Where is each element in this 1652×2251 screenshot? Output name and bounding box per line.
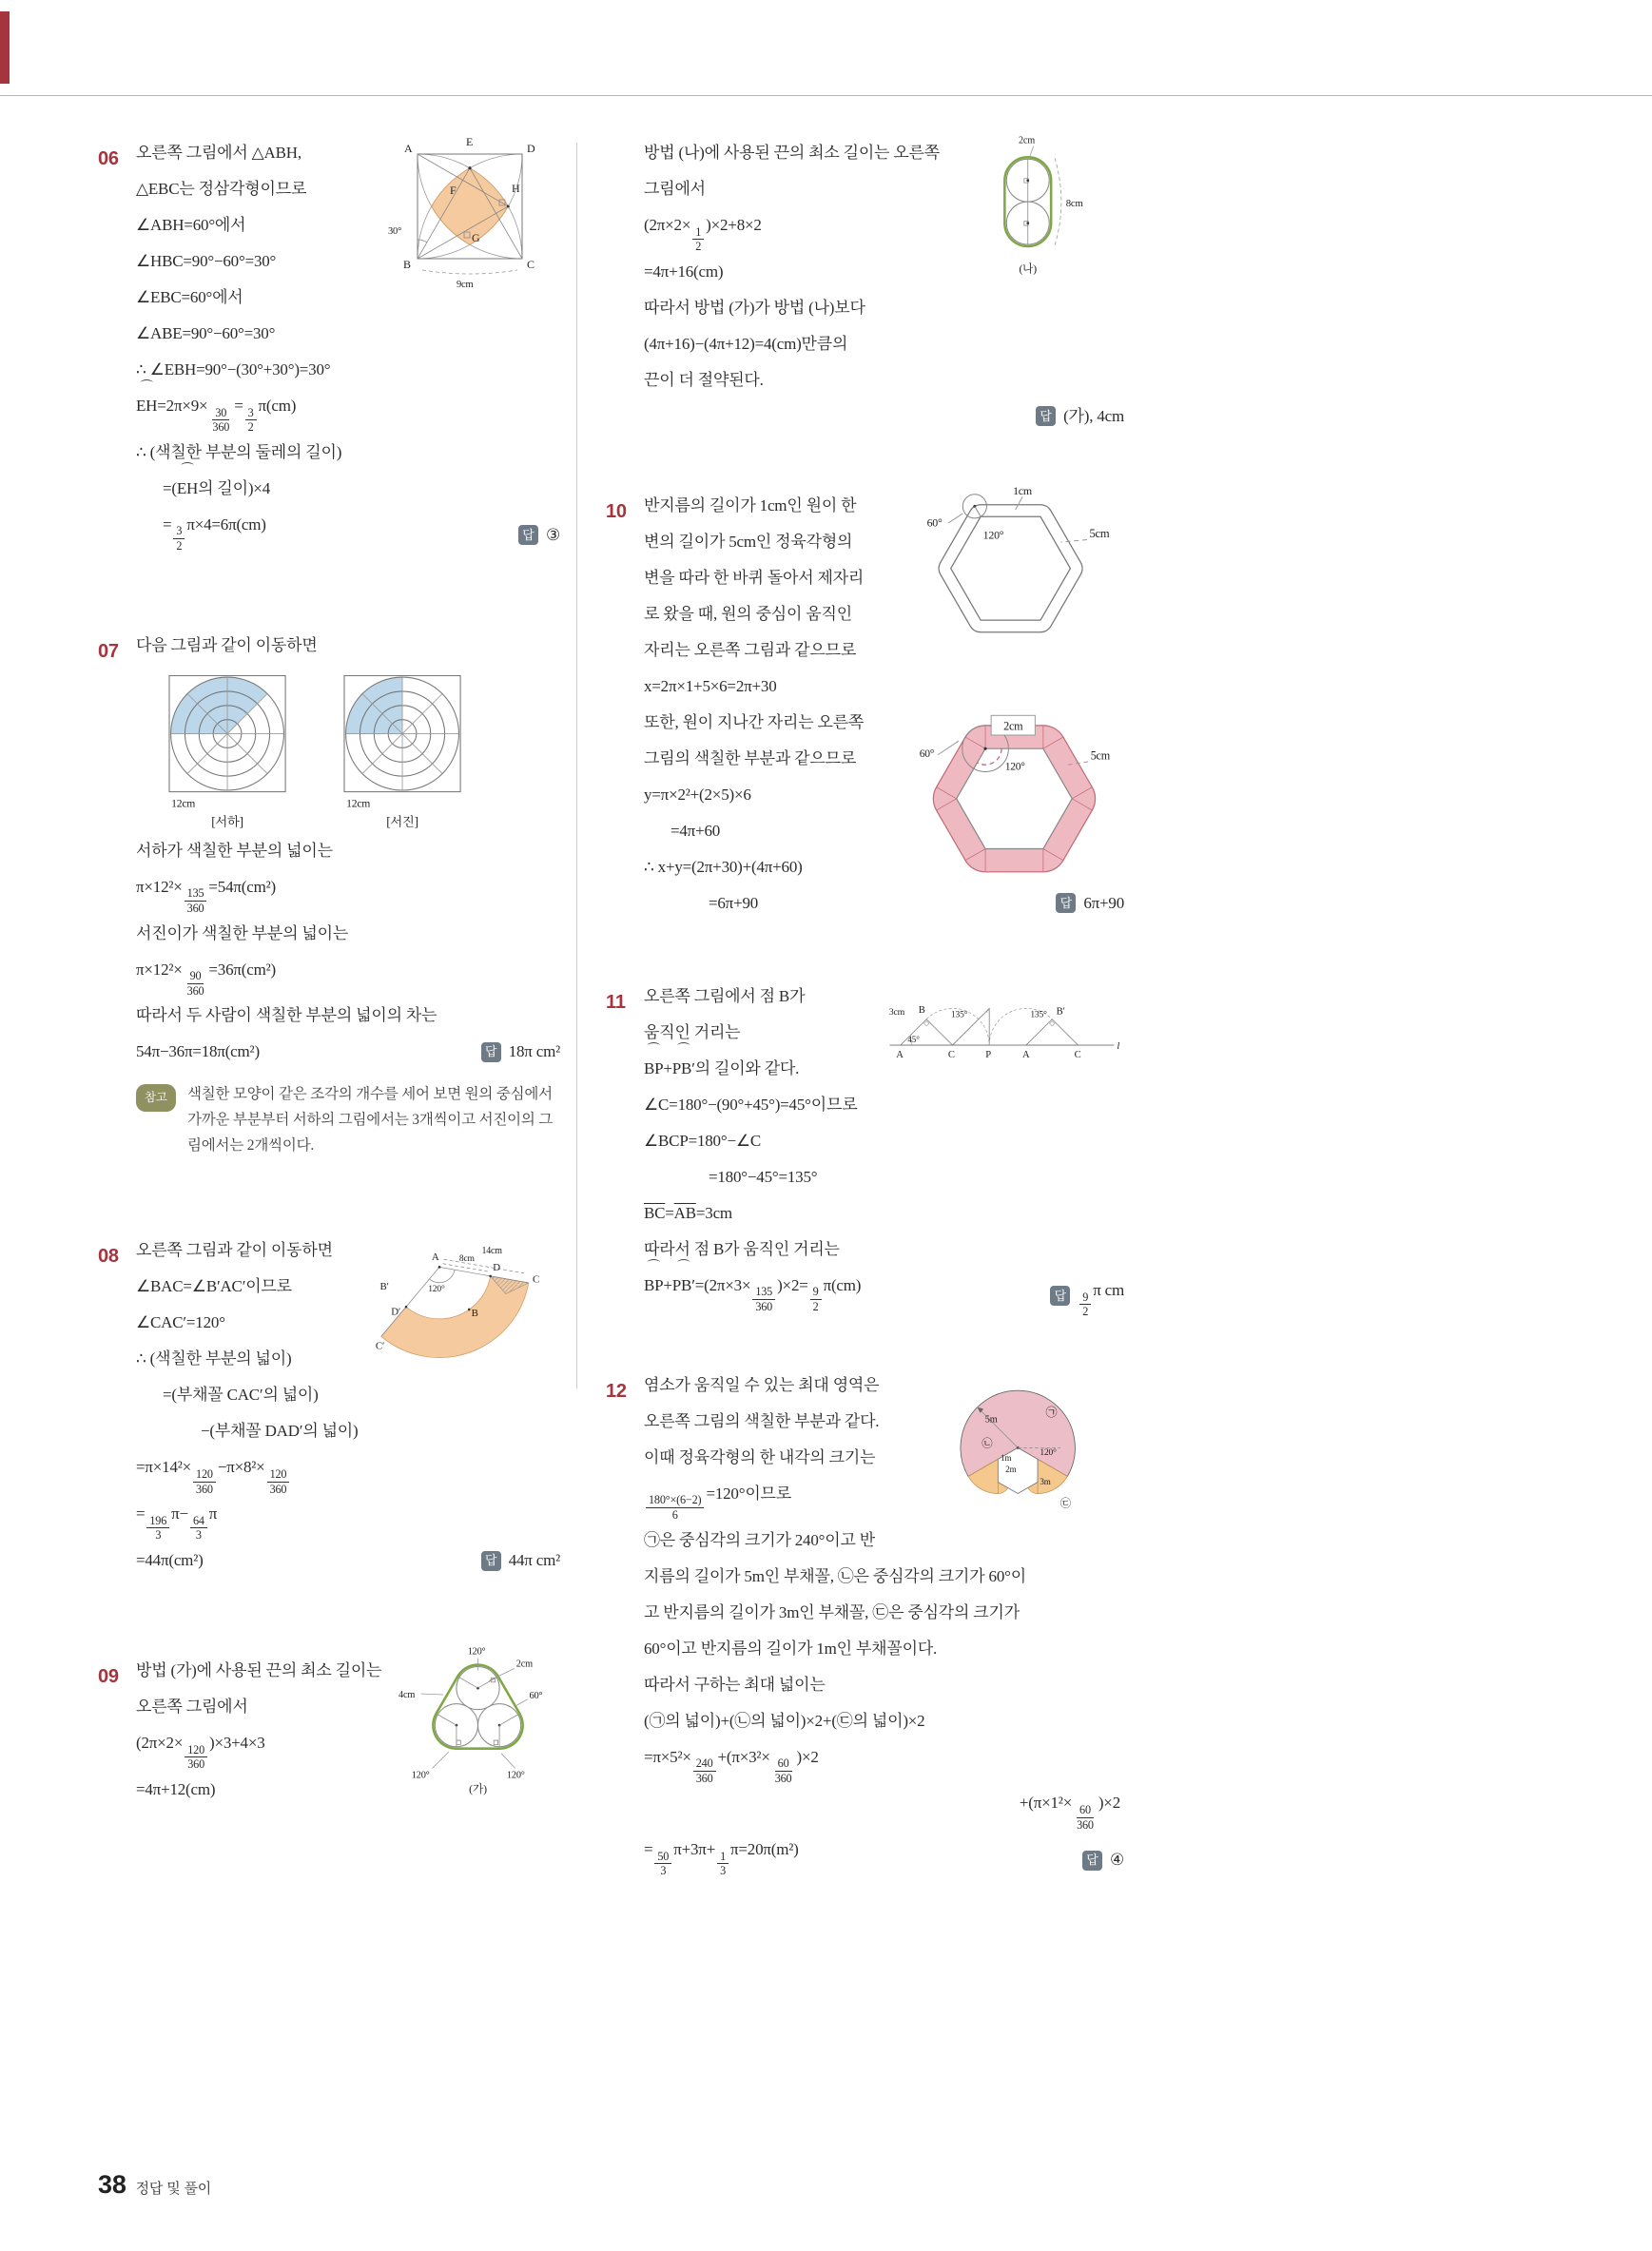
solution-line: 이때 정육각형의 한 내각의 크기는 (644, 1447, 876, 1466)
answer-badge: 답 (518, 525, 538, 545)
problem-number: 11 (606, 991, 626, 1013)
column-divider (576, 143, 577, 1388)
solution-line: ⌒ BP+ ⌒ PB′=(2π×3× $\frac{135}{360}$ )×2= $\frac{9}{2}$ π(cm) (644, 1258, 862, 1314)
solution-line: 그림의 색칠한 부분과 같으므로 (644, 748, 857, 767)
label-2m: 2m (1005, 1464, 1017, 1474)
solution-line: ∠CAC′=120° (136, 1313, 225, 1332)
label-5cm: 5cm (1089, 526, 1110, 540)
footer-label: 정답 및 풀이 (135, 2181, 212, 2197)
label-D: D (493, 1262, 500, 1274)
label-C2: C (1074, 1049, 1081, 1060)
solution-line: ∠HBC=90°−60°=30° (136, 252, 277, 270)
answer-value: ④ (1109, 1851, 1124, 1870)
p07-figures (159, 668, 560, 831)
solution-line: 서하가 색칠한 부분의 넓이는 (136, 841, 333, 860)
label-2cm: 2cm (1003, 719, 1023, 733)
solution-line: 오른쪽 그림과 같이 이동하면 (136, 1241, 333, 1260)
label-D-prime: D′ (391, 1306, 401, 1318)
solution-line: 오른쪽 그림의 색칠한 부분과 같다. (644, 1411, 880, 1430)
label-120deg-top: 120° (467, 1646, 486, 1658)
label-60deg: 60° (926, 515, 943, 530)
solution-line: = $\frac{196}{3}$ π− $\frac{64}{3}$ π (136, 1504, 218, 1543)
label-H: H (512, 182, 520, 195)
solution-line: ∴ (색칠한 부분의 둘레의 길이) (136, 442, 342, 461)
label-45deg: 45° (907, 1034, 920, 1044)
answer-badge: 답 (1050, 1286, 1070, 1306)
label-120deg: 120° (1004, 761, 1025, 773)
label-C1: C (947, 1049, 955, 1060)
problem-10 (606, 483, 1124, 925)
solution-line: =6π+90 (709, 893, 759, 912)
solution-line: $\overline{BC}=\overline{AB}=3cm$ (644, 1203, 732, 1222)
solution-line: 자리는 오른쪽 그림과 같으므로 (644, 640, 857, 659)
label-2cm: 2cm (1018, 135, 1036, 146)
label-135deg-1: 135° (950, 1010, 968, 1020)
label-sector-3: ㉢ (1059, 1497, 1071, 1509)
label-8cm: 8cm (458, 1254, 475, 1265)
solution-line: (4π+16)−(4π+12)=4(cm)만큼의 (644, 334, 848, 353)
problem-number: 12 (606, 1380, 627, 1402)
label-9cm: 9cm (457, 280, 474, 290)
label-P: P (985, 1049, 992, 1060)
solution-line: ∠ABH=60°에서 (136, 216, 246, 234)
label-120deg-left: 120° (411, 1770, 430, 1781)
solution-line: ∴ (색칠한 부분의 넓이) (136, 1349, 292, 1368)
label-120deg: 120° (1040, 1447, 1057, 1458)
label-E: E (466, 135, 474, 148)
answer-badge: 답 (1082, 1851, 1102, 1871)
label-1m: 1m (1001, 1452, 1012, 1463)
answer-value: 44π cm² (508, 1551, 560, 1570)
solution-line: 지름의 길이가 5m인 부채꼴, ㉡은 중심각의 크기가 60°이 (644, 1566, 1026, 1585)
solution-line: 오른쪽 그림에서 점 B가 (644, 986, 806, 1005)
solution-line: =(부채꼴 CAC′의 넓이) (163, 1386, 319, 1405)
right-column (606, 135, 1124, 1878)
answer-value: 18π cm² (508, 1042, 560, 1061)
problem-11 (606, 979, 1124, 1319)
solution-lines (136, 135, 560, 553)
problem-08 (98, 1232, 560, 1579)
solution-line: 따라서 방법 (가)가 방법 (나)보다 (644, 298, 865, 317)
figure-caption: (가) (469, 1783, 487, 1796)
solution-line: 따라서 점 B가 움직인 거리는 (644, 1239, 840, 1258)
label-60deg: 60° (919, 747, 935, 760)
solution-line: 54π−36π=18π(cm²) (136, 1042, 260, 1061)
solution-line: =π×14²× $\frac{120}{360}$ −π×8²× $\frac{120}{360}$ (136, 1449, 560, 1496)
label-4cm: 4cm (398, 1689, 416, 1700)
label-8cm: 8cm (1065, 198, 1083, 210)
label-5m: 5m (984, 1414, 998, 1426)
label-B: B (471, 1308, 478, 1320)
solution-line: 염소가 움직일 수 있는 최대 영역은 (644, 1375, 880, 1394)
solution-line: 변을 따라 한 바퀴 돌아서 제자리 (644, 568, 865, 587)
label-2cm: 2cm (515, 1659, 533, 1670)
answer-badge: 답 (1056, 893, 1076, 913)
label-sector-2: ㉡ (981, 1438, 993, 1450)
solution-line: 또한, 원이 지나간 자리는 오른쪽 (644, 712, 865, 731)
problem-number: 08 (98, 1246, 119, 1268)
solution-line: (2π×2× $\frac{120}{360}$ )×3+4×3 (136, 1734, 265, 1772)
solution-line: 끈이 더 절약된다. (644, 370, 764, 389)
problem-number: 10 (606, 500, 627, 522)
figure-caption: (나) (1019, 262, 1038, 276)
solution-line: 고 반지름의 길이가 3m인 부채꼴, ㉢은 중심각의 크기가 (644, 1602, 1020, 1621)
radial-lines (346, 677, 459, 790)
problem-intro: 다음 그림과 같이 이동하면 (136, 635, 318, 654)
p07-figure-seojin (334, 668, 486, 831)
solution-line: =( ⌒ EH의 길이)×4 (163, 461, 270, 497)
solution-line: =4π+16(cm) (644, 262, 724, 281)
label-B: B (403, 258, 411, 271)
label-B-prime: B′ (379, 1281, 389, 1293)
solution-line: 반지름의 길이가 1cm인 원이 한 (644, 495, 857, 514)
solution-line: 방법 (나)에 사용된 끈의 최소 길이는 오른쪽 (644, 144, 940, 162)
solution-line: 서진이가 색칠한 부분의 넓이는 (136, 923, 349, 942)
solution-line: +(π×1²× $\frac{60}{360}$ )×2 (1019, 1794, 1120, 1832)
p07-figure-seoha (159, 668, 311, 831)
solution-line: ㉠은 중심각의 크기가 240°이고 반 (644, 1530, 875, 1549)
label-C: C (527, 258, 534, 271)
solution-lines (136, 1653, 560, 1808)
solution-line: π×12²× $\frac{135}{360}$ =54π(cm²) (136, 877, 276, 915)
solution-line: $\frac{180^\circ\times(6-2)}{6}$ =120°이므로 (644, 1476, 1124, 1523)
label-A2: A (1021, 1049, 1030, 1060)
note-text: 색칠한 모양이 같은 조각의 개수를 세어 보면 원의 중심에서 가까운 부분부터 서하의 그림에서는 3개씩이고 서진이의 그림에서는 2개씩이다. (187, 1086, 554, 1155)
answer-value: (가), 4cm (1063, 406, 1124, 425)
solution-line: ∠BAC=∠B′AC′이므로 (136, 1277, 292, 1296)
top-rule (0, 95, 1652, 96)
answer-value: ③ (545, 525, 560, 544)
solution-line: △EBC는 정삼각형이므로 (136, 180, 307, 198)
solution-line: ∠EBC=60°에서 (136, 288, 243, 306)
solution-lines (136, 1232, 560, 1579)
solution-line: ∴ ∠EBH=90°−(30°+30°)=30° (136, 360, 331, 378)
label-120deg: 120° (982, 528, 1004, 542)
radial-lines (171, 677, 284, 790)
solution-line: ∠BCP=180°−∠C (644, 1131, 762, 1150)
reference-note (136, 1081, 560, 1158)
solution-line: y=π×2²+(2×5)×6 (644, 785, 751, 804)
solution-line: 방법 (가)에 사용된 끈의 최소 길이는 (136, 1661, 382, 1680)
answer-value: $\frac{9}{2}$ π cm (1078, 1272, 1124, 1319)
solution-line: 오른쪽 그림에서 (136, 1698, 248, 1717)
answer-badge: 답 (481, 1551, 501, 1571)
solution-lines (644, 979, 1124, 1314)
solution-lines (644, 488, 1124, 922)
problem-06 (98, 135, 560, 553)
label-30deg: 30° (388, 226, 402, 237)
solution-line: 움직인 거리는 (644, 1022, 741, 1041)
label-120deg-right: 120° (506, 1770, 525, 1781)
figure-caption: [서하] (211, 814, 243, 829)
figure-caption: [서진] (386, 814, 418, 829)
solution-line: =44π(cm²) (136, 1551, 204, 1570)
label-1cm: 1cm (1013, 483, 1032, 497)
label-60deg: 60° (529, 1690, 543, 1701)
label-G: G (472, 231, 480, 244)
solution-line: x=2π×1+5×6=2π+30 (644, 676, 777, 695)
solution-line: ∠ABE=90°−60°=30° (136, 324, 276, 342)
solution-line: 변의 길이가 5cm인 정육각형의 (644, 532, 853, 551)
solution-line: (㉠의 넓이)+(㉡의 넓이)×2+(㉢의 넓이)×2 (644, 1711, 925, 1730)
solution-line: 따라서 구하는 최대 넓이는 (644, 1675, 826, 1694)
solution-line: ⌒ BP+ ⌒ PB′의 길이와 같다. (644, 1041, 800, 1077)
answer-value: 6π+90 (1083, 893, 1124, 912)
solution-line: ∠C=180°−(90°+45°)=45°이므로 (644, 1095, 858, 1114)
solution-line: π×12²× $\frac{90}{360}$ =36π(cm²) (136, 960, 276, 998)
label-12cm: 12cm (171, 797, 196, 810)
label-A1: A (896, 1049, 904, 1060)
label-3cm: 3cm (888, 1007, 905, 1019)
problem-number: 06 (98, 148, 119, 169)
solution-line: 그림에서 (644, 180, 706, 198)
label-l: l (1117, 1040, 1120, 1052)
solution-line: 따라서 두 사람이 색칠한 부분의 넓이의 차는 (136, 1006, 437, 1025)
page-footer (98, 2170, 211, 2200)
label-5cm: 5cm (1090, 748, 1110, 763)
page-edge-tab (0, 11, 10, 84)
solution-line: =4π+60 (671, 821, 721, 840)
label-135deg-2: 135° (1030, 1010, 1047, 1020)
problem-12 (606, 1368, 1124, 1878)
answer-badge: 답 (1036, 406, 1056, 426)
solution-line: 로 왔을 때, 원의 중심이 움직인 (644, 604, 852, 623)
left-column (98, 135, 560, 1834)
answer-row (644, 398, 1124, 435)
label-B-prime: B′ (1056, 1006, 1065, 1018)
solution-line: −(부채꼴 DAD′의 넓이) (201, 1422, 359, 1441)
label-A: A (404, 142, 413, 155)
solution-line: =180°−45°=135° (709, 1167, 818, 1186)
label-12cm: 12cm (346, 797, 371, 810)
label-C: C (532, 1274, 540, 1287)
problem-number: 09 (98, 1666, 119, 1688)
label-D: D (527, 142, 535, 155)
solution-line: = $\frac{50}{3}$ π+3π+ $\frac{1}{3}$ π=20π(m²) (644, 1840, 799, 1878)
problem-09 (98, 1646, 560, 1834)
answer-badge: 답 (481, 1042, 501, 1062)
problem-number: 07 (98, 640, 119, 662)
label-3m: 3m (1040, 1476, 1051, 1486)
solution-lines (644, 1368, 1124, 1878)
solution-line: 오른쪽 그림에서 △ABH, (136, 144, 301, 162)
label-sector-1: ㉠ (1045, 1405, 1058, 1419)
label-14cm: 14cm (481, 1246, 502, 1257)
label-120deg: 120° (428, 1285, 445, 1295)
solution-line: ∴ x+y=(2π+30)+(4π+60) (644, 857, 803, 876)
solution-line: =4π+12(cm) (136, 1779, 216, 1798)
solution-line: =π×5²× $\frac{240}{360}$ +(π×3²× $\frac{60}{360}$ )×2 (644, 1747, 819, 1785)
solution-line: (2π×2× $\frac{1}{2}$ )×2+8×2 (644, 216, 762, 254)
label-C-prime: C′ (375, 1340, 385, 1352)
solution-line: 60°이고 반지름의 길이가 1m인 부채꼴이다. (644, 1639, 938, 1658)
problem-07 (98, 628, 560, 1159)
page-number: 38 (98, 2170, 126, 2199)
label-A: A (431, 1252, 439, 1264)
label-F: F (450, 184, 457, 197)
solution-line: ⌒ EH=2π×9× $\frac{30}{360}$ = $\frac{3}{2}$ π(cm) (136, 378, 297, 435)
problem-09-continued (606, 135, 1124, 435)
solution-line: = $\frac{3}{2}$ π×4=6π(cm) (163, 514, 266, 553)
label-B: B (918, 1004, 925, 1016)
note-badge: 참고 (136, 1084, 176, 1112)
solution-lines (644, 135, 1124, 398)
